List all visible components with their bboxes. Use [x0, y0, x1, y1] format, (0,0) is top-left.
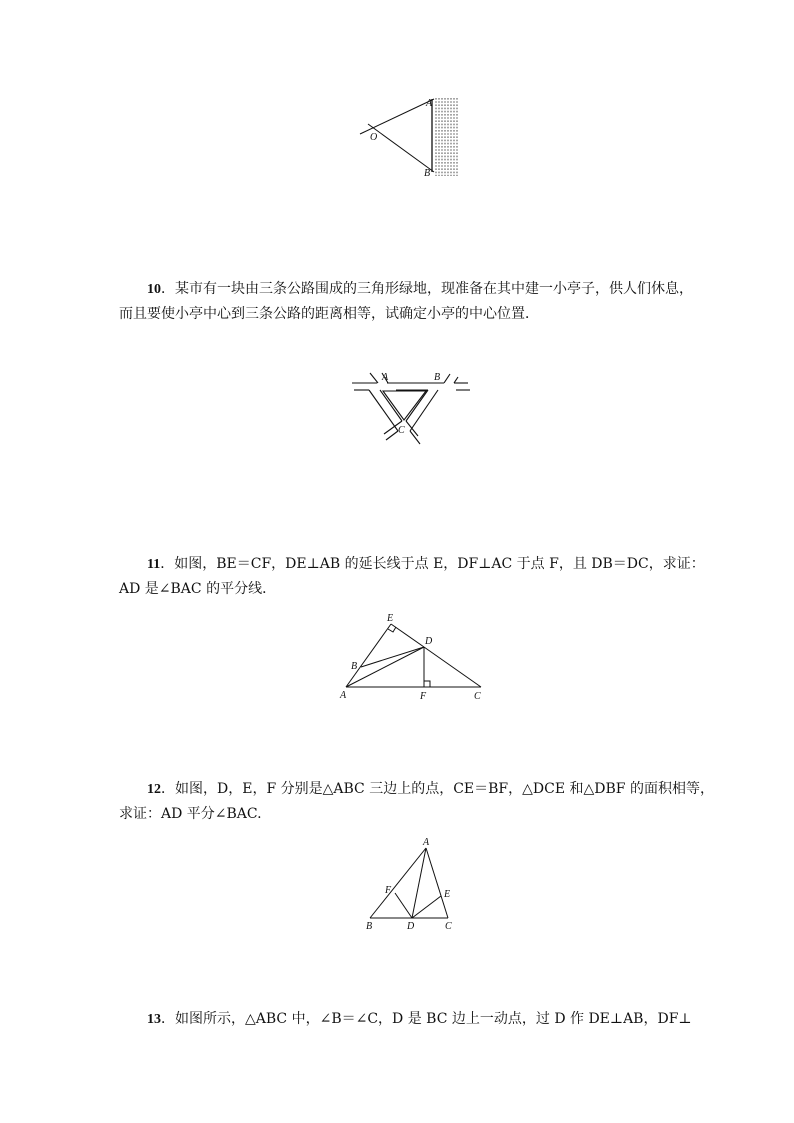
- line-OA: [360, 99, 434, 134]
- segment-DF: [395, 893, 412, 918]
- label-C: C: [474, 691, 481, 702]
- right-angle-mark-F: [424, 681, 430, 687]
- problem-12: [119, 777, 714, 826]
- label-C: C: [398, 425, 405, 436]
- problem-text-line: ．如图，BE＝CF，DE⊥AB 的延长线于点 E，DF⊥AC 于点 F，且 DB＝DC，求证：: [160, 556, 705, 572]
- label-E: E: [444, 889, 451, 900]
- problem-text-line: ．某市有一块由三条公路围成的三角形绿地，现准备在其中建一小亭子，供人们休息，: [161, 281, 693, 297]
- label-B: B: [424, 168, 431, 179]
- problem-11: [119, 552, 705, 601]
- line-OB: [368, 124, 434, 172]
- road-AC-outer: [370, 373, 378, 383]
- segment-AD: [346, 647, 424, 687]
- segment-AE: [346, 624, 391, 687]
- label-B: B: [366, 921, 373, 932]
- label-D: D: [425, 636, 433, 647]
- label-A: A: [382, 372, 389, 383]
- segment-AB: [370, 848, 426, 918]
- problem-text-line: 求证：AD 平分∠BAC.: [119, 806, 262, 822]
- road-AC-inner: [380, 390, 402, 421]
- lake-shore-hatching: [436, 98, 457, 176]
- label-B: B: [351, 661, 358, 672]
- figure-problem-12: [360, 838, 460, 933]
- triangle-green-area: [383, 391, 426, 420]
- problem-text-line: 而且要使小亭中心到三条公路的距离相等，试确定小亭的中心位置．: [119, 306, 539, 322]
- road-BC-inner: [406, 390, 428, 421]
- problem-text-line: ．如图，D，E，F 分别是△ABC 三边上的点，CE＝BF，△DCE 和△DBF 的面积相等，: [161, 781, 714, 797]
- segment-DE: [412, 896, 441, 918]
- road-BC-outer: [444, 374, 450, 383]
- figure-problem-11: [336, 612, 496, 704]
- label-O: O: [370, 132, 378, 143]
- segment-AC: [426, 848, 451, 918]
- label-F: F: [385, 885, 392, 896]
- label-A: A: [340, 690, 347, 701]
- problem-number: 13: [147, 1012, 161, 1027]
- figure-lake: [360, 92, 470, 184]
- label-E: E: [387, 613, 394, 624]
- label-D: D: [407, 921, 415, 932]
- right-angle-mark-E: [388, 627, 396, 632]
- problem-number: 11: [147, 557, 161, 572]
- problem-13: [119, 1007, 692, 1032]
- segment-BD: [361, 647, 424, 667]
- problem-number: 12: [147, 782, 161, 797]
- segment-DC: [424, 647, 481, 687]
- label-F: F: [420, 691, 427, 702]
- label-A: A: [426, 98, 433, 109]
- problem-text-line: AD 是∠BAC 的平分线．: [119, 581, 277, 597]
- segment-AD: [412, 848, 426, 918]
- label-C: C: [445, 921, 452, 932]
- label-A: A: [423, 837, 430, 848]
- figure-roads: [352, 368, 472, 446]
- label-B: B: [434, 372, 441, 383]
- problem-number: 10: [147, 282, 161, 297]
- problem-10: [119, 277, 693, 326]
- problem-text-line: ．如图所示，△ABC 中，∠B＝∠C，D 是 BC 边上一动点，过 D 作 DE⊥AB，DF⊥: [161, 1011, 692, 1027]
